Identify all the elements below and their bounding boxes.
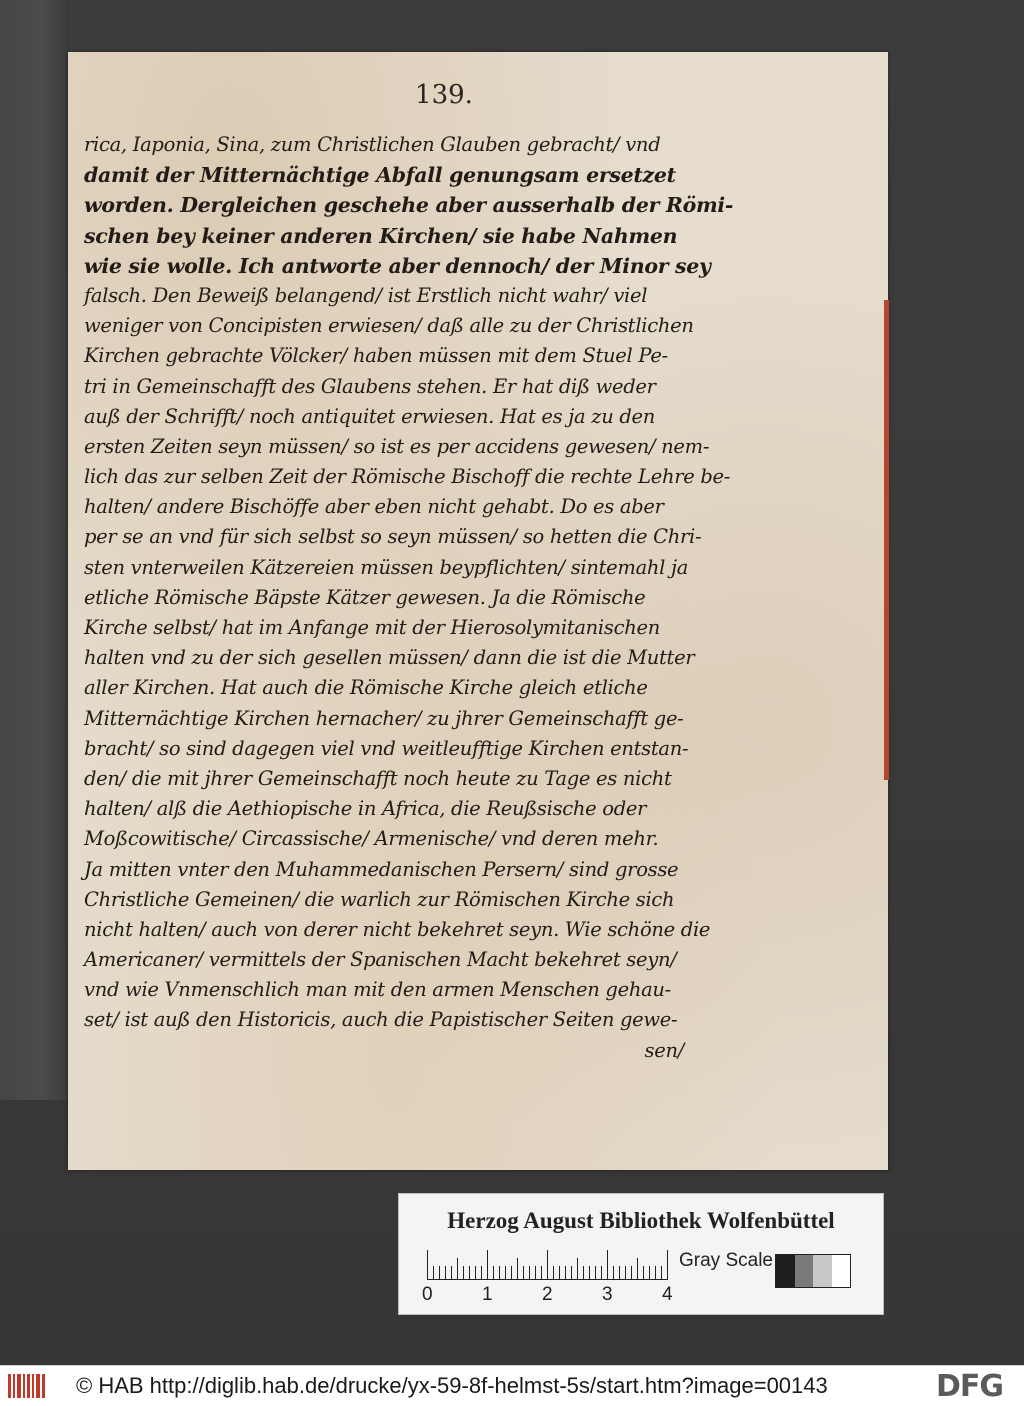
ruler-tick <box>463 1266 464 1280</box>
ruler-tick <box>631 1266 632 1280</box>
ruler-tick <box>457 1258 458 1280</box>
text-line: rica, Iaponia, Sina, zum Christlichen Glauben gebracht/ vnd <box>84 133 661 156</box>
text-line: halten/ andere Bischöffe aber eben nicht gehabt. Do es aber <box>84 495 664 519</box>
ruler-tick <box>517 1258 518 1280</box>
text-line: nicht halten/ auch von derer nicht bekehret seyn. Wie schöne die <box>84 917 711 941</box>
text-line: damit der Mitternächtige Abfall genungsam ersetzet <box>84 163 676 188</box>
ruler-tick <box>505 1266 506 1280</box>
ruler-tick <box>547 1250 548 1280</box>
ruler-numbers <box>419 1284 679 1306</box>
text-line: Kirchen gebrachte Völcker/ haben müssen mit dem Stuel Pe- <box>84 344 668 368</box>
ruler-tick <box>511 1266 512 1280</box>
text-line: halten/ alß die Aethiopische in Africa, die Reußsische oder <box>84 797 647 821</box>
text-line: auß der Schrifft/ noch antiquitet erwiesen. Hat es ja zu den <box>84 404 656 428</box>
ruler-tick <box>595 1266 596 1280</box>
barcode-icon <box>6 1372 48 1400</box>
footer-bar <box>0 1365 1024 1406</box>
text-line: Mitternächtige Kirchen hernacher/ zu jhrer Gemeinschafft ge- <box>84 706 684 730</box>
ruler-tick <box>481 1266 482 1280</box>
ruler-tick <box>499 1266 500 1280</box>
ruler-tick <box>577 1258 578 1280</box>
ruler-tick <box>607 1250 608 1280</box>
ruler-tick <box>619 1266 620 1280</box>
text-line: den/ die mit jhrer Gemeinschafft noch heute zu Tage es nicht <box>84 766 672 790</box>
ruler-tick <box>643 1266 644 1280</box>
text-line: schen bey keiner anderen Kirchen/ sie habe Nahmen <box>84 223 678 248</box>
ruler-tick <box>565 1266 566 1280</box>
ruler-tick <box>601 1266 602 1280</box>
ruler-number: 4 <box>662 1284 673 1305</box>
text-line: etliche Römische Bäpste Kätzer gewesen. Ja die Römische <box>84 585 646 609</box>
ruler-tick <box>445 1266 446 1280</box>
text-line: halten vnd zu der sich gesellen müssen/ dann die ist die Mutter <box>84 646 695 670</box>
book-page <box>68 52 888 1170</box>
gray-swatch <box>832 1255 851 1287</box>
text-line: bracht/ so sind dagegen viel vnd weitleufftige Kirchen entstan- <box>84 736 689 760</box>
previous-leaf-edge <box>0 0 70 1100</box>
text-line: Americaner/ vermittels der Spanischen Macht bekehret seyn/ <box>84 948 677 972</box>
page-red-edge <box>884 300 889 780</box>
gray-swatch <box>795 1255 814 1287</box>
ruler-tick <box>523 1266 524 1280</box>
text-line: falsch. Den Beweiß belangend/ ist Erstlich nicht wahr/ viel <box>84 283 648 307</box>
text-line: tri in Gemeinschafft des Glaubens stehen. Er hat diß weder <box>84 374 656 398</box>
gray-scale-swatches <box>775 1254 851 1288</box>
ruler-tick <box>475 1266 476 1280</box>
gray-swatch <box>813 1255 832 1287</box>
gray-scale-label: Gray Scale <box>679 1250 773 1271</box>
ruler-tick <box>559 1266 560 1280</box>
text-line: wie sie wolle. Ich antworte aber dennoch/ der Minor sey <box>84 253 711 278</box>
ruler-tick <box>535 1266 536 1280</box>
text-line: Ja mitten vnter den Muhammedanischen Persern/ sind grosse <box>84 857 679 881</box>
text-line: per se an vnd für sich selbst so seyn müssen/ so hetten die Chri- <box>84 525 702 549</box>
text-line: Moßcowitische/ Circassische/ Armenische/ vnd deren mehr. <box>84 827 659 851</box>
ruler-tick <box>541 1266 542 1280</box>
ruler-tick <box>487 1250 488 1280</box>
dfg-logo: DFG <box>936 1369 1004 1404</box>
ruler-tick <box>571 1266 572 1280</box>
text-line: Kirche selbst/ hat im Anfange mit der Hierosolymitanischen <box>84 616 660 639</box>
text-line: ersten Zeiten seyn müssen/ so ist es per accidens gewesen/ nem- <box>84 434 710 458</box>
ruler-tick <box>427 1250 428 1280</box>
ruler-tick <box>589 1266 590 1280</box>
ruler-number: 2 <box>542 1284 553 1305</box>
ruler-tick <box>493 1266 494 1280</box>
ruler-tick <box>661 1266 662 1280</box>
ruler-tick <box>649 1266 650 1280</box>
ruler-tick <box>451 1266 452 1280</box>
library-name: Herzog August Bibliothek Wolfenbüttel <box>447 1208 835 1233</box>
text-line: sten vnterweilen Kätzereien müssen beypflichten/ sintemahl ja <box>84 555 689 579</box>
ruler-tick <box>553 1266 554 1280</box>
ruler-number: 3 <box>602 1284 613 1305</box>
gray-swatch <box>776 1255 795 1287</box>
ruler-tick <box>583 1266 584 1280</box>
page-text <box>84 130 734 1066</box>
page-number: 139. <box>415 80 473 110</box>
ruler-tick <box>469 1266 470 1280</box>
text-line: aller Kirchen. Hat auch die Römische Kirche gleich etliche <box>84 676 648 700</box>
text-line: set/ ist auß den Historicis, auch die Papistischer Seiten gewe- <box>84 1008 678 1032</box>
text-line: lich das zur selben Zeit der Römische Bischoff die rechte Lehre be- <box>84 465 731 489</box>
ruler-tick <box>667 1250 668 1280</box>
source-url[interactable]: © HAB http://diglib.hab.de/drucke/yx-59-8f-helmst-5s/start.htm?image=00143 <box>76 1373 828 1398</box>
ruler-tick <box>625 1266 626 1280</box>
ruler-tick <box>637 1258 638 1280</box>
ruler-tick <box>433 1266 434 1280</box>
ruler-number: 0 <box>422 1284 433 1305</box>
ruler-tick <box>439 1266 440 1280</box>
ruler-number: 1 <box>482 1284 493 1305</box>
centimeter-ruler <box>427 1250 667 1280</box>
catchword: sen/ <box>644 1038 684 1062</box>
ruler-tick <box>655 1266 656 1280</box>
color-calibration-bar <box>398 1193 884 1315</box>
ruler-tick <box>529 1266 530 1280</box>
ruler-tick <box>613 1266 614 1280</box>
text-line: worden. Dergleichen geschehe aber ausserhalb der Römi- <box>84 193 734 218</box>
text-line: vnd wie Vnmenschlich man mit den armen Menschen gehau- <box>84 978 671 1002</box>
text-line: Christliche Gemeinen/ die warlich zur Römischen Kirche sich <box>84 887 675 911</box>
text-line: weniger von Concipisten erwiesen/ daß alle zu der Christlichen <box>84 314 694 338</box>
